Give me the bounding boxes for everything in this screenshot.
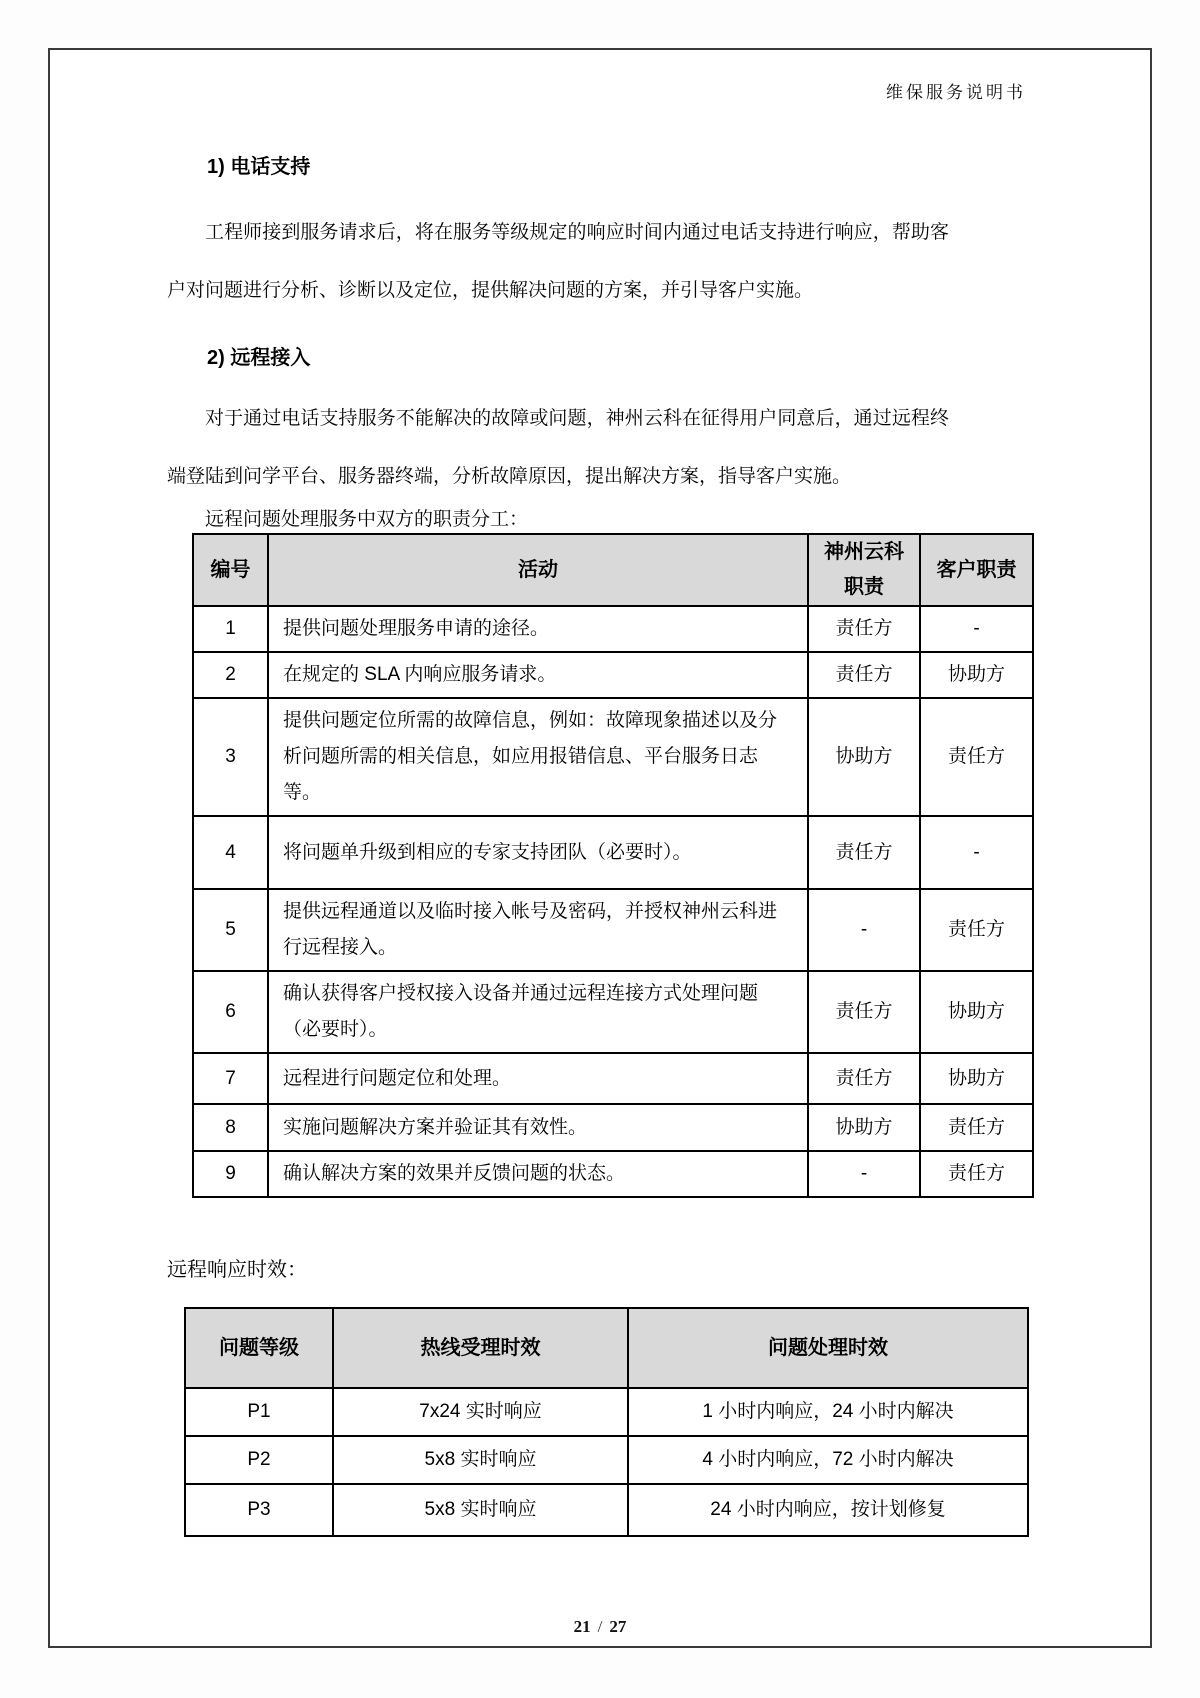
header-cell-hotline-sla: 热线受理时效	[333, 1308, 628, 1388]
vendor-duty-cell: 责任方	[808, 1053, 920, 1104]
paragraph-phone-support: 工程师接到服务请求后，将在服务等级规定的响应时间内通过电话支持进行响应，帮助客户对问题进行分析、诊断以及定位，提供解决问题的方案，并引导客户实施。	[167, 222, 949, 301]
table-row	[193, 1151, 1033, 1197]
table-row	[193, 816, 1033, 889]
header-cell-id: 编号	[193, 534, 268, 606]
section-heading-remote-access: 2) 远程接入	[207, 347, 311, 369]
vendor-duty-cell: 协助方	[808, 698, 920, 816]
row-number-cell: 6	[193, 971, 268, 1053]
row-number-cell: 8	[193, 1104, 268, 1151]
problem-level-cell: P3	[185, 1484, 333, 1536]
row-number-cell: 3	[193, 698, 268, 816]
vendor-duty-cell: -	[808, 1151, 920, 1197]
vendor-duty-cell: 责任方	[808, 971, 920, 1053]
hotline-sla-cell: 5x8 实时响应	[333, 1484, 628, 1536]
activity-cell: 确认获得客户授权接入设备并通过远程连接方式处理问题（必要时）。	[268, 971, 808, 1053]
table-row	[193, 1053, 1033, 1104]
response-time-table	[184, 1307, 1029, 1537]
hotline-sla-cell: 7x24 实时响应	[333, 1388, 628, 1436]
activity-cell: 实施问题解决方案并验证其有效性。	[268, 1104, 808, 1151]
customer-duty-cell: -	[920, 816, 1033, 889]
customer-duty-cell: 责任方	[920, 1151, 1033, 1197]
vendor-duty-cell: 责任方	[808, 652, 920, 698]
activity-cell: 提供远程通道以及临时接入帐号及密码，并授权神州云科进行远程接入。	[268, 889, 808, 971]
duty-table-intro: 远程问题处理服务中双方的职责分工：	[205, 509, 529, 530]
customer-duty-cell: 责任方	[920, 698, 1033, 816]
page-number-current: 21	[573, 1617, 591, 1636]
header-cell-activity: 活动	[268, 534, 808, 606]
activity-cell: 确认解决方案的效果并反馈问题的状态。	[268, 1151, 808, 1197]
row-number-cell: 7	[193, 1053, 268, 1104]
row-number-cell: 9	[193, 1151, 268, 1197]
activity-cell: 将问题单升级到相应的专家支持团队（必要时）。	[268, 816, 808, 889]
page-number-total: 27	[609, 1617, 627, 1636]
table-row	[193, 652, 1033, 698]
problem-level-cell: P2	[185, 1436, 333, 1484]
problem-level-cell: P1	[185, 1388, 333, 1436]
vendor-duty-cell: 责任方	[808, 606, 920, 652]
table-row	[185, 1436, 1028, 1484]
customer-duty-cell: 协助方	[920, 652, 1033, 698]
section-heading-phone-support: 1) 电话支持	[207, 156, 311, 178]
vendor-duty-cell: 责任方	[808, 816, 920, 889]
handling-sla-cell: 1 小时内响应，24 小时内解决	[628, 1388, 1028, 1436]
table-row	[193, 889, 1033, 971]
customer-duty-cell: 协助方	[920, 1053, 1033, 1104]
row-number-cell: 4	[193, 816, 268, 889]
duty-table	[192, 533, 1034, 1198]
duty-table-header-row	[193, 534, 1033, 606]
doc-header-title: 维保服务说明书	[886, 83, 1026, 102]
page-frame	[48, 48, 1152, 1648]
customer-duty-cell: 责任方	[920, 889, 1033, 971]
handling-sla-cell: 4 小时内响应，72 小时内解决	[628, 1436, 1028, 1484]
table-row	[185, 1484, 1028, 1536]
paragraph-remote-access: 对于通过电话支持服务不能解决的故障或问题，神州云科在征得用户同意后，通过远程终端登陆到问学平台、服务器终端，分析故障原因，提出解决方案，指导客户实施。	[167, 408, 949, 487]
table-row	[193, 698, 1033, 816]
table-row	[193, 606, 1033, 652]
header-cell-handling-sla: 问题处理时效	[628, 1308, 1028, 1388]
vendor-duty-cell: 协助方	[808, 1104, 920, 1151]
customer-duty-cell: 责任方	[920, 1104, 1033, 1151]
activity-cell: 在规定的 SLA 内响应服务请求。	[268, 652, 808, 698]
header-cell-problem-level: 问题等级	[185, 1308, 333, 1388]
hotline-sla-cell: 5x8 实时响应	[333, 1436, 628, 1484]
response-table-header-row	[185, 1308, 1028, 1388]
header-cell-customer-duty: 客户职责	[920, 534, 1033, 606]
activity-cell: 提供问题定位所需的故障信息，例如：故障现象描述以及分析问题所需的相关信息，如应用报错信息、平台服务日志等。	[268, 698, 808, 816]
customer-duty-cell: -	[920, 606, 1033, 652]
row-number-cell: 1	[193, 606, 268, 652]
response-time-label: 远程响应时效：	[167, 1259, 307, 1281]
table-row	[185, 1388, 1028, 1436]
customer-duty-cell: 协助方	[920, 971, 1033, 1053]
activity-cell: 提供问题处理服务申请的途径。	[268, 606, 808, 652]
vendor-duty-label: 神州云科职责	[824, 541, 904, 598]
header-cell-vendor-duty	[808, 534, 920, 606]
page-footer	[50, 1617, 1150, 1637]
handling-sla-cell: 24 小时内响应，按计划修复	[628, 1484, 1028, 1536]
vendor-duty-cell: -	[808, 889, 920, 971]
table-row	[193, 1104, 1033, 1151]
row-number-cell: 5	[193, 889, 268, 971]
activity-cell: 远程进行问题定位和处理。	[268, 1053, 808, 1104]
row-number-cell: 2	[193, 652, 268, 698]
table-row	[193, 971, 1033, 1053]
page-number-separator: /	[597, 1617, 603, 1636]
